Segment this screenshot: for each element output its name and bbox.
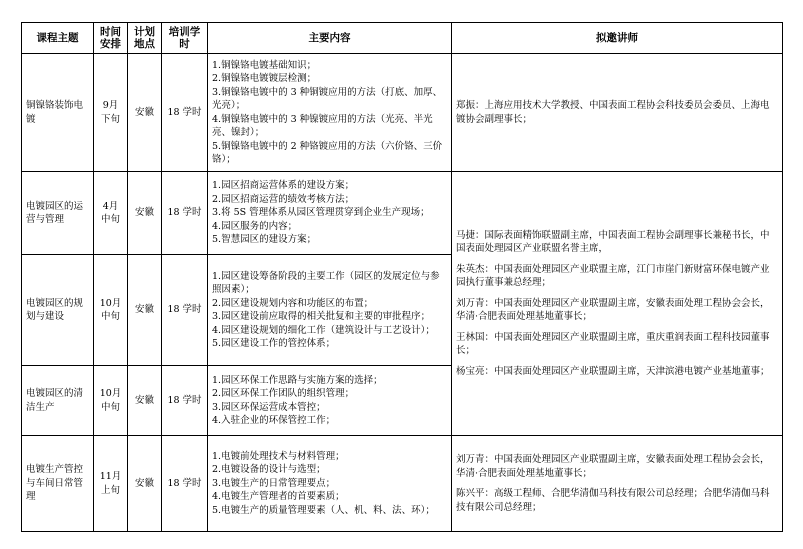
time-cell: 9月下旬 [94,54,128,172]
hours-cell: 18 学时 [162,172,208,255]
time-cell: 10月中旬 [94,366,128,436]
content-item: 4.电镀生产管理者的首要素质； [212,491,345,503]
content-cell [208,436,452,532]
topic-cell: 电镀园区的清洁生产 [22,366,94,436]
teacher-entry: 朱英杰：中国表面处理园区产业联盟主席，江门市崖门新财富环保电镀产业园执行董事兼总经理； [456,263,770,289]
teacher-entry: 马捷：国际表面精饰联盟副主席，中国表面工程协会副理事长兼秘书长，中国表面处理园区产业联盟名誉主席， [456,229,770,255]
content-item: 2.园区建设规划内容和功能区的布置； [212,297,374,309]
teacher-entry: 刘万青：中国表面处理园区产业联盟副主席，安徽表面处理工程协会会长，华清·合肥表面处理基地董事长； [456,297,770,323]
topic-cell: 电镀园区的运营与管理 [22,172,94,255]
content-cell [208,255,452,366]
time-cell: 11月上旬 [94,436,128,532]
content-item: 1.园区环保工作思路与实施方案的选择； [212,374,383,386]
content-item: 2.电镀设备的设计与选型； [212,464,326,476]
content-item: 3.电镀生产的日常管理要点； [212,477,336,489]
content-item: 4.园区服务的内容； [212,220,298,232]
content-item: 5.园区建设工作的管控体系； [212,338,336,349]
hours-cell: 18 学时 [162,436,208,532]
header-row [22,23,783,54]
topic-cell: 电镀园区的规划与建设 [22,255,94,366]
content-item: 4.入驻企业的环保管控工作； [212,415,336,426]
table-row [22,172,783,255]
table-row [22,54,783,172]
content-item: 1.园区招商运营体系的建设方案； [212,180,355,192]
content-item: 3.铜镍铬电镀中的 3 种铜镀应用的方法（打底、加厚、光亮）； [212,86,443,111]
content-item: 5.智慧园区的建设方案； [212,234,317,246]
content-item: 3.将 5S 管理体系从园区管理贯穿到企业生产现场； [212,207,430,219]
teacher-entry: 杨宝亮：中国表面处理园区产业联盟副主席，天津滨港电镀产业基地董事； [456,365,770,377]
header-content: 主要内容 [208,23,452,54]
table-row [22,436,783,532]
place-cell: 安徽 [128,436,162,532]
content-item: 1.电镀前处理技术与材料管理； [212,450,345,462]
header-topic: 课程主题 [22,23,94,54]
content-item: 1.园区建设筹备阶段的主要工作（园区的发展定位与参照因素）； [212,270,440,295]
place-cell: 安徽 [128,172,162,255]
content-item: 5.铜镍铬电镀中的 2 种铬镀应用的方法（六价铬、三价铬）； [212,140,443,165]
teacher-entry: 王林国：中国表面处理园区产业联盟副主席，重庆重润表面工程科技园董事长； [456,331,770,357]
teacher-cell [452,436,783,532]
content-item: 2.园区招商运营的绩效考核方法； [212,193,355,205]
place-cell: 安徽 [128,255,162,366]
header-teachers: 拟邀讲师 [452,23,783,54]
content-cell [208,366,452,436]
teacher-entry: 刘万青：中国表面处理园区产业联盟副主席，安徽表面处理工程协会会长，华清·合肥表面处理基地董事长； [456,454,770,479]
teacher-cell [452,54,783,172]
hours-cell: 18 学时 [162,366,208,436]
topic-cell: 铜镍铬装饰电镀 [22,54,94,172]
time-cell: 4月中旬 [94,172,128,255]
content-item: 4.园区建设规划的细化工作（建筑设计与工艺设计）； [212,324,435,336]
content-item: 2.园区环保工作团队的组织管理； [212,388,355,399]
teacher-entry: 陈兴平：高级工程师、合肥华清伽马科技有限公司总经理；合肥华清伽马科技有限公司总经理； [456,488,770,513]
content-item: 4.铜镍铬电镀中的 3 种镍镀应用的方法（光亮、半光亮、镍封）； [212,113,433,138]
content-item: 2.铜镍铬电镀镀层检测； [212,73,317,84]
place-cell: 安徽 [128,366,162,436]
topic-cell: 电镀生产管控与车间日常管理 [22,436,94,532]
shared-teacher-cell [452,172,783,436]
course-table [21,22,783,532]
header-hours: 培训学时 [162,23,208,54]
place-cell: 安徽 [128,54,162,172]
time-cell: 10月中旬 [94,255,128,366]
content-item: 3.园区建设前应取得的相关批复和主要的审批程序； [212,311,431,322]
hours-cell: 18 学时 [162,54,208,172]
content-cell [208,172,452,255]
content-cell [208,54,452,172]
hours-cell: 18 学时 [162,255,208,366]
teacher-entry: 郑振：上海应用技术大学教授、中国表面工程协会科技委员会委员、上海电镀协会副理事长； [456,100,770,125]
header-place: 计划地点 [128,23,162,54]
content-item: 5.电镀生产的质量管理要素（人、机、料、法、环）； [212,504,435,516]
header-time: 时间安排 [94,23,128,54]
content-item: 1.铜镍铬电镀基础知识； [212,59,317,71]
content-item: 3.园区环保运营成本管控； [212,401,326,413]
